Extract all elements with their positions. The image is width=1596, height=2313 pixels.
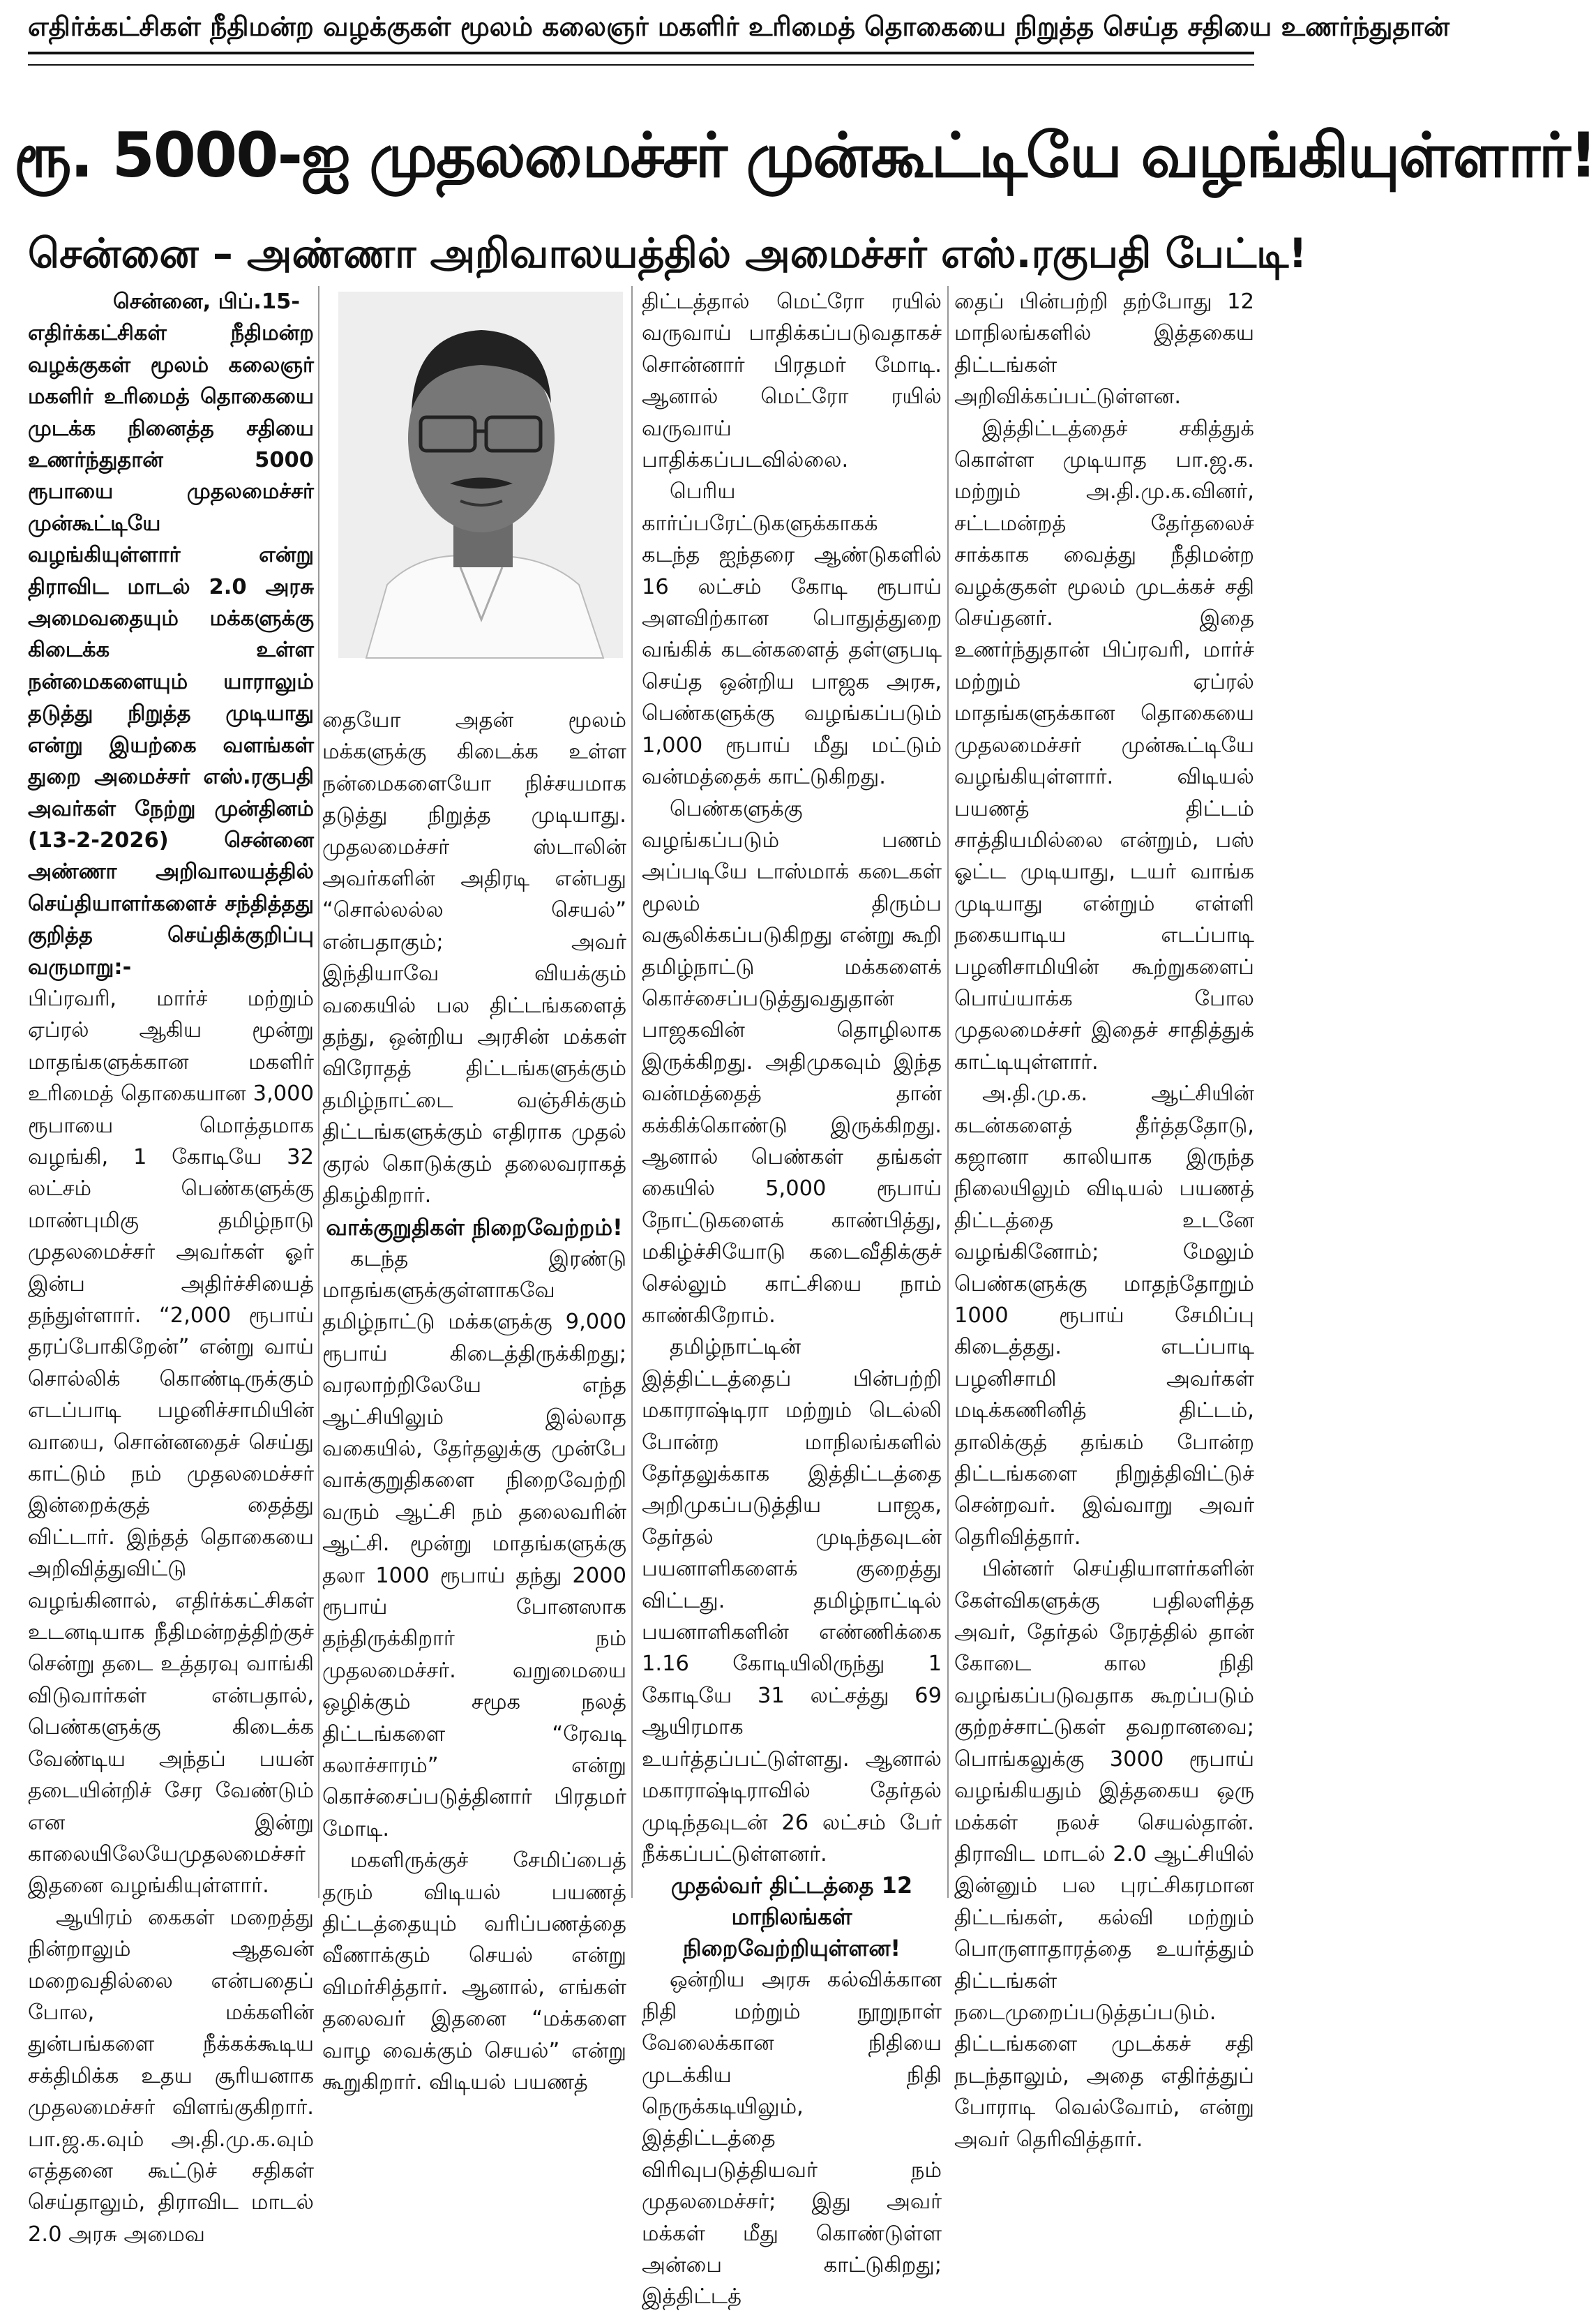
subheading-promises: வாக்குறுதிகள் நிறைவேற்றம்! <box>326 1213 623 1241</box>
kicker-headline: எதிர்க்கட்சிகள் நீதிமன்ற வழக்குகள் மூலம் கலைஞர் மகளிர் உரிமைத் தொகையை நிறுத்த செய்த சதியை உணர்ந்துதான் <box>28 11 1450 42</box>
rule-top-thin <box>28 64 1254 66</box>
body-paragraph: தையோ அதன் மூலம் மக்களுக்கு கிடைக்க உள்ள நன்மைகளையோ நிச்சயமாக தடுத்து நிறுத்த முடியாது. முதலமைச்சர் ஸ்டாலின் அவர்களின் அதிரடி என்பது “சொல்லல்ல செயல்” என்பதாகும்; அவர் இந்தியாவே வியக்கும் வகையில் பல திட்டங்களைத் தந்து, ஒன்றிய அரசின் மக்கள் விரோதத் திட்டங்களுக்கும் தமிழ்நாட்டை வஞ்சிக்கும் திட்டங்களுக்கும் எதிராக முதல் குரல் கொடுக்கும் தலைவராகத் திகழ்கிறார். <box>322 708 626 1208</box>
body-paragraph: கடந்த இரண்டு மாதங்களுக்குள்ளாகவே தமிழ்நாட்டு மக்களுக்கு 9,000 ரூபாய் கிடைத்திருக்கிறது; வரலாற்றிலேயே எந்த ஆட்சியிலும் இல்லாத வகையில், தேர்தலுக்கு முன்பே வாக்குறுதிகளை நிறைவேற்றி வரும் ஆட்சி நம் தலைவரின் ஆட்சி. மூன்று மாதங்களுக்கு தலா 1000 ரூபாய் தந்து 2000 ரூபாய் போனஸாக தந்திருக்கிறார் நம் முதலமைச்சர். வறுமையை ஒழிக்கும் சமூக நலத் திட்டங்களை “ரேவடி கலாச்சாரம்” என்று கொச்சைப்படுத்தினார் பிரதமர் மோடி. <box>322 1246 626 1841</box>
body-paragraph: பிப்ரவரி, மார்ச் மற்றும் ஏப்ரல் ஆகிய மூன்று மாதங்களுக்கான மகளிர் உரிமைத் தொகையான 3,000 ரூபாயை மொத்தமாக வழங்கி, 1 கோடியே 32 லட்சம் பெண்களுக்கு மாண்புமிகு தமிழ்நாடு முதலமைச்சர் அவர்கள் ஓர் இன்ப அதிர்ச்சியைத் தந்துள்ளார். “2,000 ரூபாய் தரப்போகிறேன்” என்று வாய் சொல்லிக் கொண்டிருக்கும் எடப்பாடி பழனிச்சாமியின் வாயை, சொன்னதைச் செய்து காட்டும் நம் முதலமைச்சர் இன்றைக்குத் தைத்து விட்டார். இந்தத் தொகையை அறிவித்துவிட்டு வழங்கினால், எதிர்க்கட்சிகள் உடனடியாக நீதிமன்றத்திற்குச் சென்று தடை உத்தரவு வாங்கி விடுவார்கள் என்பதால், பெண்களுக்கு கிடைக்க வேண்டிய அந்தப் பயன் தடையின்றிச் சேர வேண்டும் என இன்று காலையிலேயேமுதலமைச்சர் இதனை வழங்கியுள்ளார். <box>28 986 314 1899</box>
body-paragraph: திட்டத்தால் மெட்ரோ ரயில் வருவாய் பாதிக்கப்படுவதாகச் சொன்னார் பிரதமர் மோடி. ஆனால் மெட்ரோ ரயில் வருவாய் பாதிக்கப்படவில்லை. <box>642 290 942 473</box>
minister-photo <box>338 292 623 658</box>
body-paragraph: பெண்களுக்கு வழங்கப்படும் பணம் அப்படியே டாஸ்மாக் கடைகள் மூலம் திரும்ப வசூலிக்கப்படுகிறது என்று கூறி தமிழ்நாட்டு மக்களைக் கொச்சைப்படுத்துவதுதான் பாஜகவின் தொழிலாக இருக்கிறது. அதிமுகவும் இந்த வன்மத்தைத் தான் கக்கிக்கொண்டு இருக்கிறது. ஆனால் பெண்கள் தங்கள் கையில் 5,000 ரூபாய் நோட்டுகளைக் காண்பித்து, மகிழ்ச்சியோடு கடைவீதிக்குச் செல்லும் காட்சியை நாம் காண்கிறோம். <box>642 796 942 1328</box>
subheading-12-states: முதல்வர் திட்டத்தை 12 மாநிலங்கள் நிறைவேற்றியுள்ளன! <box>670 1872 913 1962</box>
sub-headline: சென்னை – அண்ணா அறிவாலயத்தில் அமைச்சர் எஸ்.ரகுபதி பேட்டி! <box>28 230 1307 277</box>
main-headline: ரூ. 5000-ஐ முதலமைச்சர் முன்கூட்டியே வழங்கியுள்ளார்! <box>14 119 1596 191</box>
body-paragraph: இத்திட்டத்தைச் சகித்துக் கொள்ள முடியாத பா.ஜ.க. மற்றும் அ.தி.மு.க.வினர், சட்டமன்றத் தேர்தலைச் சாக்காக வைத்து நீதிமன்ற வழக்குகள் மூலம் முடக்கச் சதி செய்தனர். இதை உணர்ந்துதான் பிப்ரவரி, மார்ச் மற்றும் ஏப்ரல் மாதங்களுக்கான தொகையை முதலமைச்சர் முன்கூட்டியே வழங்கியுள்ளார். விடியல் பயணத் திட்டம் சாத்தியமில்லை என்றும், பஸ் ஓட்ட முடியாது, டயர் வாங்க முடியாது என்றும் எள்ளி நகையாடிய எடப்பாடி பழனிசாமியின் கூற்றுகளைப் பொய்யாக்க போல முதலமைச்சர் இதைச் சாதித்துக் காட்டியுள்ளார். <box>954 416 1254 1075</box>
article-column-4 <box>954 286 1254 2152</box>
article-column-2 <box>322 705 626 2095</box>
body-paragraph: தைப் பின்பற்றி தற்போது 12 மாநிலங்களில் இத்தகைய திட்டங்கள் அறிவிக்கப்பட்டுள்ளன. <box>954 290 1254 410</box>
column-divider <box>318 286 319 1898</box>
rule-top <box>28 52 1254 54</box>
body-paragraph: தமிழ்நாட்டின் இத்திட்டத்தைப் பின்பற்றி மகாராஷ்டிரா மற்றும் டெல்லி போன்ற மாநிலங்களில் தேர்தலுக்காக இத்திட்டத்தை அறிமுகப்படுத்திய பாஜக, தேர்தல் முடிந்தவுடன் பயனாளிகளைக் குறைத்து விட்டது. தமிழ்நாட்டில் பயனாளிகளின் எண்ணிக்கை 1.16 கோடியிலிருந்து 1 கோடியே 31 லட்சத்து 69 ஆயிரமாக உயர்த்தப்பட்டுள்ளது. ஆனால் மகாராஷ்டிராவில் தேர்தல் முடிந்தவுடன் 26 லட்சம் பேர் நீக்கப்பட்டுள்ளனர். <box>642 1335 942 1866</box>
article-column-3 <box>642 286 942 2310</box>
dateline: சென்னை, பிப்.15- <box>112 290 300 314</box>
article-column-1 <box>28 286 314 2247</box>
minister-portrait-image <box>338 292 623 658</box>
body-paragraph: பின்னர் செய்தியாளர்களின் கேள்விகளுக்கு பதிலளித்த அவர், தேர்தல் நேரத்தில் தான் கோடை கால நிதி வழங்கப்படுவதாக கூறப்படும் குற்றச்சாட்டுகள் தவறானவை; பொங்கலுக்கு 3000 ரூபாய் வழங்கியதும் இத்தகைய ஒரு மக்கள் நலச் செயல்தான். திராவிட மாடல் 2.0 ஆட்சியில் இன்னும் பல புரட்சிகரமான திட்டங்கள், கல்வி மற்றும் பொருளாதாரத்தை உயர்த்தும் திட்டங்கள் நடைமுறைப்படுத்தப்படும். திட்டங்களை முடக்கச் சதி நடந்தாலும், அதை எதிர்த்துப் போராடி வெல்வோம், என்று அவர் தெரிவித்தார். <box>954 1557 1254 2152</box>
body-paragraph: அ.தி.மு.க. ஆட்சியின் கடன்களைத் தீர்த்ததோடு, கஜானா காலியாக இருந்த நிலையிலும் விடியல் பயணத் திட்டத்தை உடனே வழங்கினோம்; மேலும் பெண்களுக்கு மாதந்தோறும் 1000 ரூபாய் சேமிப்பு கிடைத்தது. எடப்பாடி பழனிசாமி அவர்கள் மடிக்கணினித் திட்டம், தாலிக்குத் தங்கம் போன்ற திட்டங்களை நிறுத்திவிட்டுச் சென்றவர். இவ்வாறு அவர் தெரிவித்தார். <box>954 1081 1254 1550</box>
column-divider <box>631 286 633 1898</box>
column-divider <box>947 286 949 1898</box>
body-paragraph: ஒன்றிய அரசு கல்விக்கான நிதி மற்றும் நூறுநாள் வேலைக்கான நிதியை முடக்கிய நிதி நெருக்கடியிலும், இத்திட்டத்தை விரிவுபடுத்தியவர் நம் முதலமைச்சர்; இது அவர் மக்கள் மீது கொண்டுள்ள அன்பை காட்டுகிறது; இத்திட்டத் <box>642 1968 942 2310</box>
body-paragraph: பெரிய கார்ப்பரேட்டுகளுக்காகக் கடந்த ஐந்தரை ஆண்டுகளில் 16 லட்சம் கோடி ரூபாய் அளவிற்கான பொதுத்துறை வங்கிக் கடன்களைத் தள்ளுபடி செய்த ஒன்றிய பாஜக அரசு, பெண்களுக்கு வழங்கப்படும் 1,000 ரூபாய் மீது மட்டும் வன்மத்தைக் காட்டுகிறது. <box>642 479 942 790</box>
lead-paragraph: எதிர்க்கட்சிகள் நீதிமன்ற வழக்குகள் மூலம் கலைஞர் மகளிர் உரிமைத் தொகையை முடக்க நினைத்த சதியை உணர்ந்துதான் 5000 ரூபாயை முதலமைச்சர் முன்கூட்டியே வழங்கியுள்ளார் என்று திராவிட மாடல் 2.0 அரசு அமைவதையும் மக்களுக்கு கிடைக்க உள்ள நன்மைகளையும் யாராலும் தடுத்து நிறுத்த முடியாது என்று இயற்கை வளங்கள் துறை அமைச்சர் எஸ்.ரகுபதி அவர்கள் நேற்று முன்தினம் (13-2-2026) சென்னை அண்ணா அறிவாலயத்தில் செய்தியாளர்களைச் சந்தித்தது குறித்த செய்திக்குறிப்பு வருமாறு:- <box>28 321 314 980</box>
body-paragraph: ஆயிரம் கைகள் மறைத்து நின்றாலும் ஆதவன் மறைவதில்லை என்பதைப் போல, மக்களின் துன்பங்களை நீக்கக்கூடிய சக்திமிக்க உதய சூரியனாக முதலமைச்சர் விளங்குகிறார். பா.ஜ.க.வும் அ.தி.மு.க.வும் எத்தனை கூட்டுச் சதிகள் செய்தாலும், திராவிட மாடல் 2.0 அரசு அமைவ <box>28 1905 314 2247</box>
body-paragraph: மகளிருக்குச் சேமிப்பைத் தரும் விடியல் பயணத் திட்டத்தையும் வரிப்பணத்தை வீணாக்கும் செயல் என்று விமர்சித்தார். ஆனால், எங்கள் தலைவர் இதனை “மக்களை வாழ வைக்கும் செயல்” என்று கூறுகிறார். விடியல் பயணத் <box>322 1848 626 2095</box>
